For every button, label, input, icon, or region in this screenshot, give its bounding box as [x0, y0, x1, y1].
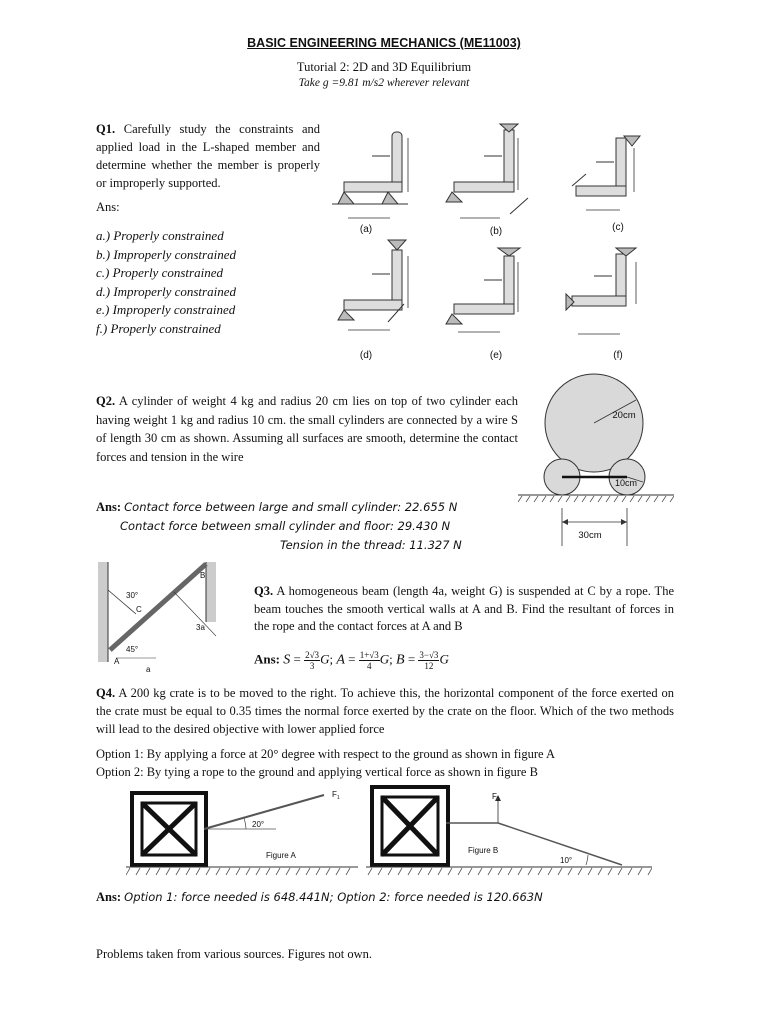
q1-answer: e.) Improperly constrained — [96, 302, 236, 318]
q2-label: Q2. — [96, 394, 116, 408]
q3-angle-top: 30° — [126, 591, 139, 600]
q2-wire-length: 30cm — [578, 530, 602, 541]
page-title: BASIC ENGINEERING MECHANICS (ME11003) — [247, 36, 521, 50]
q2-ans-label: Ans: — [96, 500, 122, 514]
q1-answer: d.) Improperly constrained — [96, 283, 236, 299]
q4-figure-a-label: Figure A — [266, 851, 296, 860]
q2-small-radius: 10cm — [614, 478, 638, 488]
q1-answer: f.) Properly constrained — [96, 320, 221, 336]
q1-answer: a.) Properly constrained — [96, 228, 224, 243]
q1-fig-label: (a) — [359, 224, 373, 235]
q1-answer: b.) Improperly constrained — [96, 246, 236, 262]
q3-point-c: C — [136, 605, 142, 614]
q4-answer: Option 1: force needed is 648.441N; Option 2: force needed is 120.663N — [124, 890, 543, 904]
q2-answer-line — [280, 538, 462, 553]
q2-figure — [518, 370, 674, 548]
q1-ans-label: Ans: — [96, 200, 120, 214]
q1-label: Q1. — [96, 122, 116, 136]
page-subtitle: Tutorial 2: 2D and 3D Equilibrium — [296, 60, 472, 74]
q3-len-a: a — [146, 665, 151, 674]
q2-big-radius: 20cm — [612, 410, 636, 421]
q1-fig-label: (e) — [489, 350, 503, 361]
q4-ans-label: Ans: — [96, 890, 122, 904]
q1-answers — [96, 227, 236, 339]
q3-len-3a: 3a — [196, 623, 205, 632]
q1-fig-label: (c) — [612, 222, 624, 233]
q1-answer: c.) Properly constrained — [96, 265, 223, 281]
footer-note: Problems taken from various sources. Figures not own. — [96, 947, 373, 961]
q2-body: A cylinder of weight 4 kg and radius 20 cm lies on top of two cylinder each having weight 1 kg and radius 10 cm. the small cylinders are connected by a wire S of length 30 cm as shown. Assuming all surfaces are smooth, determine the contact forces and tension in the wire — [96, 394, 519, 464]
q4-figure-b-label: Figure B — [468, 846, 499, 855]
q2-answer-line — [120, 519, 450, 534]
q2-text — [96, 392, 518, 466]
q1-fig-label: (b) — [489, 226, 503, 237]
q4-angle-a: 20° — [252, 820, 265, 829]
q3-angle-bottom: 45° — [126, 645, 139, 654]
q2-answer: Contact force between large and small cylinder: 22.655 N — [124, 500, 458, 514]
gravity-note: Take g =9.81 m/s2 wherever relevant — [298, 77, 470, 89]
q1-figure — [328, 118, 674, 368]
q2-answer-line — [96, 500, 457, 515]
svg-text:F1 — [332, 790, 340, 801]
q4-f2-sub: 2 — [496, 797, 500, 803]
q3-body: A homogeneous beam (length 4a, weight G) is suspended at C by a rope. The beam touches the smooth vertical walls at A and B. Find the resultant of forces in the rope and the contact forces at A and B — [254, 584, 674, 633]
q4-f1-sub: 1 — [336, 795, 340, 801]
q4-option-1: Option 1: By applying a force at 20° degree with respect to the ground as shown in figure A — [96, 747, 556, 761]
q3-ans-label: Ans: — [254, 651, 281, 667]
q2-answer: Tension in the thread: 11.327 N — [280, 538, 462, 552]
q4-f1: F — [332, 790, 337, 799]
q2-answer: Contact force between small cylinder and floor: 29.430 N — [120, 519, 451, 533]
q4-label: Q4. — [96, 686, 116, 700]
q1-text — [96, 120, 320, 192]
q3-point-a: A — [114, 657, 120, 666]
q3-point-b: B — [200, 571, 206, 580]
q4-text — [96, 684, 674, 738]
svg-text:F2 — [492, 792, 500, 803]
q3-text — [254, 583, 674, 636]
q4-figure — [126, 785, 652, 883]
q4-figure-b — [366, 787, 652, 867]
q4-body: A 200 kg crate is to be moved to the right. To achieve this, the horizontal component of the force exerted on the crate must be equal to 0.35 times the normal force exerted by the crate on the floor. Which of the two methods will lead to the desired objective with lower applied force — [96, 686, 674, 736]
q4-option-2: Option 2: By tying a rope to the ground and applying vertical force as shown in figure B — [96, 765, 538, 779]
q3-figure — [96, 560, 226, 680]
q1-body: Carefully study the constraints and applied load in the L-shaped member and determine whether the member is properly or improperly supported. — [96, 122, 320, 190]
q4-answer-line — [96, 890, 543, 905]
q4-angle-b: 10° — [560, 856, 573, 865]
q4-figure-a — [126, 790, 358, 867]
q1-fig-label: (d) — [359, 350, 373, 361]
q1-fig-label: (f) — [613, 350, 623, 361]
q3-answer: Ans: S = $\frac{2√3}{3}$ G; A = $\frac{1+√3}{4}$ G; B = $\frac{3-√3}{12}$ G — [254, 650, 449, 671]
q3-label: Q3. — [254, 584, 274, 598]
q4-f2: F — [492, 792, 497, 801]
